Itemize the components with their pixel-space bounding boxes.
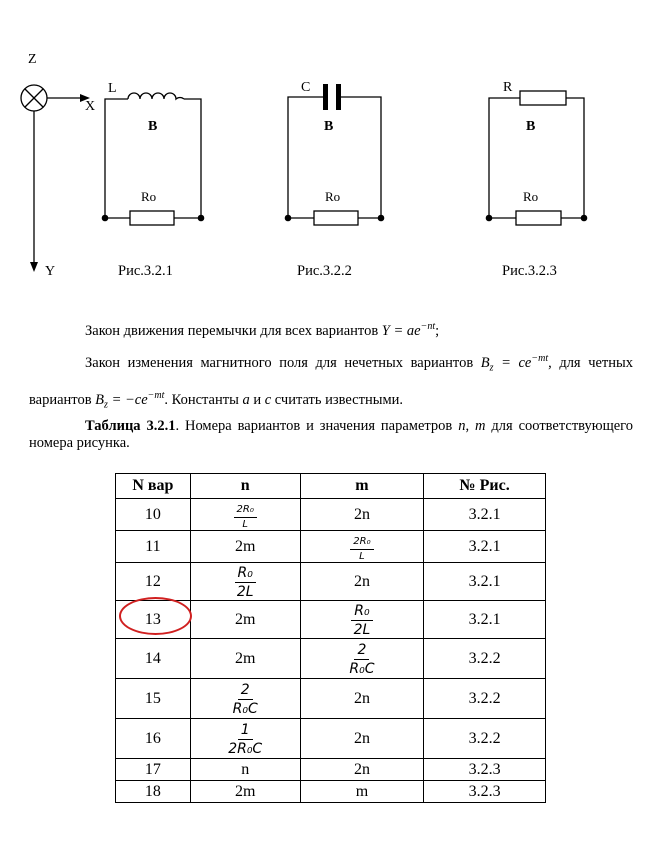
figure-capacitor-circuit — [285, 80, 385, 225]
figure-resistor-circuit — [486, 80, 588, 225]
formula-fraction: $\frac{2}{\text{R₀C}}$ — [349, 642, 375, 677]
resistor-icon — [130, 211, 174, 225]
formula-fraction: $\frac{1}{\text{2R₀C}}$ — [228, 722, 263, 757]
resistor-label: Ro — [523, 189, 539, 204]
resistor-r-label: R — [503, 80, 513, 95]
resistor-r-icon — [520, 91, 566, 105]
formula-fraction: $\frac{\text{2R₀}}{L}$ — [350, 537, 373, 562]
figure-inductor-circuit — [102, 81, 205, 225]
figure-caption: Рис.3.2.3 — [502, 263, 557, 279]
variants-table — [115, 473, 546, 803]
table-row: 10 $\frac{\text{2R₀}}{L}$ 2n 3.2.1 — [116, 499, 546, 531]
motion-law-paragraph: Закон движения перемычки для всех вариантов $Y = ae^{-nt}$; — [85, 321, 440, 339]
table-row: 16 $\frac{1}{\text{2R₀C}}$ 2n 3.2.2 — [116, 719, 546, 759]
formula-fraction: $\frac{\text{R₀}}{2L}$ — [234, 566, 257, 599]
field-label: B — [324, 119, 334, 134]
table-row: 17 n 2n 3.2.3 — [116, 759, 546, 781]
circuit-figures — [0, 0, 663, 300]
resistor-icon — [516, 211, 561, 225]
formula-fraction: $\frac{\text{2R₀}}{L}$ — [234, 505, 257, 530]
resistor-icon — [314, 211, 358, 225]
header-figure: № Рис. — [424, 474, 546, 499]
header-n: n — [190, 474, 300, 499]
header-variant: N вар — [116, 474, 191, 499]
resistor-label: Ro — [141, 189, 157, 204]
x-axis-label: X — [85, 99, 96, 114]
formula-fraction: $\frac{\text{R₀}}{2L}$ — [351, 604, 374, 637]
inductor-icon — [128, 93, 184, 99]
formula-fraction: $\frac{2}{\text{R₀C}}$ — [232, 682, 258, 717]
field-law-paragraph: Закон изменения магнитного поля для нечетных вариантов $B_z = ce^{-mt}$, для четных вариантов $B_z = -ce^{-mt}$. Константы a и c считать известными. — [29, 352, 634, 411]
red-circle-annotation — [119, 597, 192, 635]
table-header-row — [116, 474, 546, 499]
field-label: B — [148, 119, 158, 134]
law-paragraphs — [29, 313, 633, 418]
figure-caption: Рис.3.2.1 — [118, 263, 173, 279]
coordinate-axes — [21, 52, 95, 279]
table-row: 12 $\frac{\text{R₀}}{2L}$ 2n 3.2.1 — [116, 563, 546, 601]
resistor-label: Ro — [325, 189, 341, 204]
table-row: 18 2m m 3.2.3 — [116, 781, 546, 803]
table-row: 15 $\frac{2}{\text{R₀C}}$ 2n 3.2.2 — [116, 679, 546, 719]
inductor-label: L — [108, 81, 117, 96]
table-row: 13 2m $\frac{\text{R₀}}{2L}$ 3.2.1 — [116, 601, 546, 639]
capacitor-icon — [323, 84, 328, 110]
y-axis-label: Y — [45, 264, 56, 279]
field-label: B — [526, 119, 536, 134]
table-caption: Таблица 3.2.1. Номера вариантов и значения параметров n, m для соответствующего номера рисунка. — [29, 418, 634, 451]
capacitor-label: C — [301, 80, 311, 95]
table-row: 11 2m $\frac{\text{2R₀}}{L}$ 3.2.1 — [116, 531, 546, 563]
z-axis-label: Z — [28, 52, 37, 67]
figure-caption: Рис.3.2.2 — [297, 263, 352, 279]
header-m: m — [300, 474, 424, 499]
table-row: 14 2m $\frac{2}{\text{R₀C}}$ 3.2.2 — [116, 639, 546, 679]
